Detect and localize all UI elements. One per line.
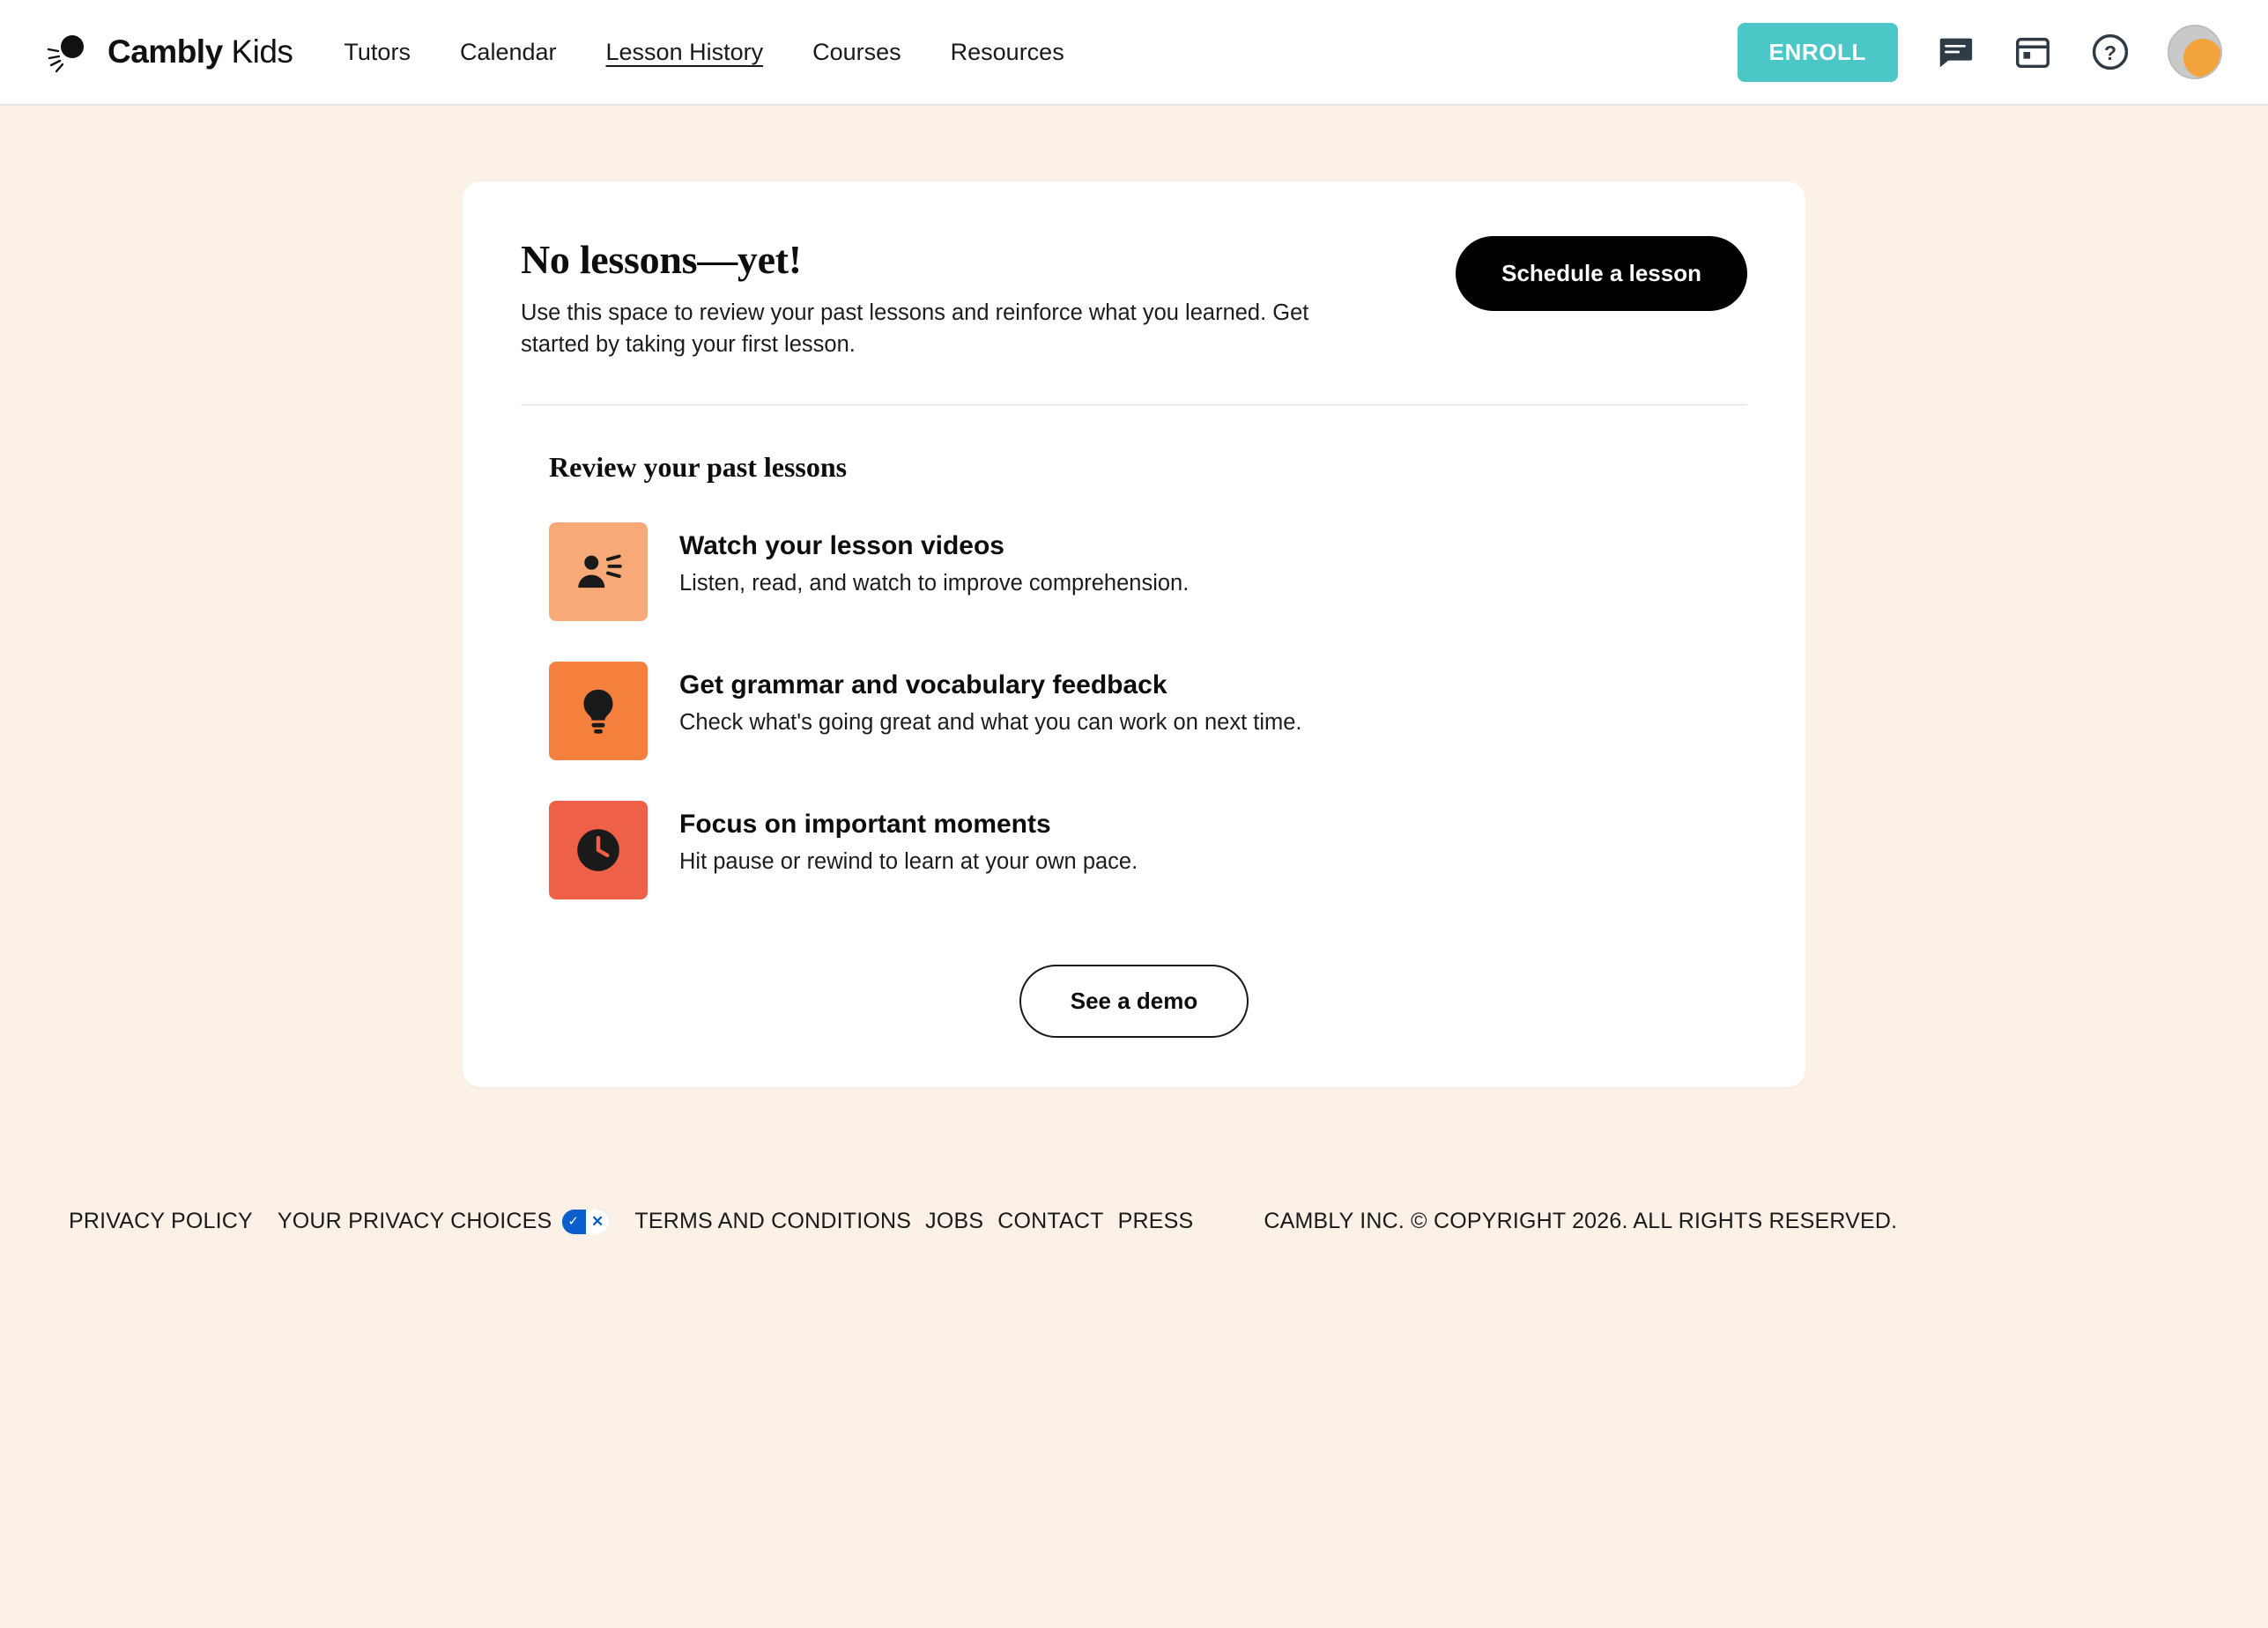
chat-icon[interactable] (1935, 32, 1975, 72)
feature-heading: Get grammar and vocabulary feedback (679, 670, 1167, 700)
avatar[interactable] (2168, 25, 2222, 79)
feature-heading: Focus on important moments (679, 810, 1051, 840)
schedule-a-lesson-button[interactable]: Schedule a lesson (1456, 236, 1747, 311)
cambly-sun-logo-icon (46, 27, 95, 77)
list-item (549, 801, 1747, 899)
demo-button-row (521, 965, 1747, 1038)
divider (521, 404, 1747, 405)
list-item-text (679, 662, 1302, 736)
nav-item-resources[interactable]: Resources (950, 38, 1064, 65)
top-navigation-bar (0, 0, 2268, 106)
feature-description: Listen, read, and watch to improve comprehension. (679, 571, 1190, 596)
see-a-demo-button[interactable]: See a demo (1019, 965, 1249, 1038)
footer (0, 1209, 2268, 1234)
brand-logo[interactable] (46, 27, 293, 77)
lightbulb-icon (549, 662, 648, 760)
footer-link-privacy-policy[interactable]: PRIVACY POLICY (69, 1209, 253, 1234)
list-item-text (679, 801, 1138, 875)
list-item (549, 522, 1747, 621)
footer-link-terms-and-conditions[interactable]: TERMS AND CONDITIONS (634, 1209, 912, 1234)
footer-link-jobs[interactable]: JOBS (925, 1209, 984, 1234)
help-icon[interactable] (2090, 32, 2131, 72)
main-content (0, 106, 2268, 1087)
feature-description: Check what's going great and what you can work on next time. (679, 710, 1302, 736)
nav-item-calendar[interactable]: Calendar (459, 38, 557, 65)
check-icon: ✓ (567, 1213, 580, 1229)
review-section-title: Review your past lessons (549, 451, 848, 484)
close-icon: ✕ (590, 1212, 604, 1230)
list-item-text (679, 522, 1189, 596)
main-nav (342, 33, 1065, 71)
page-subtitle: Use this space to review your past lessons and reinforce what you learned. Get started by taking your first lesson. (521, 300, 1309, 358)
feature-heading: Watch your lesson videos (679, 531, 1004, 561)
page-title: No lessons—yet! (521, 237, 802, 282)
footer-link-press[interactable]: PRESS (1117, 1209, 1194, 1234)
calendar-icon[interactable] (2012, 32, 2053, 72)
brand-name-bold: Cambly (107, 33, 223, 70)
footer-link-contact[interactable]: CONTACT (997, 1209, 1104, 1234)
list-item (549, 662, 1747, 760)
feature-description: Hit pause or rewind to learn at your own pace. (679, 849, 1138, 875)
enroll-button[interactable]: ENROLL (1738, 23, 1898, 82)
footer-link-your-privacy-choices[interactable]: YOUR PRIVACY CHOICES (277, 1209, 552, 1234)
footer-links (69, 1209, 1193, 1234)
clock-icon (549, 801, 648, 899)
copyright-text: CAMBLY INC. © COPYRIGHT 2026. ALL RIGHTS RESERVED. (1264, 1209, 1898, 1234)
video-person-icon (549, 522, 648, 621)
nav-item-courses[interactable]: Courses (812, 38, 901, 65)
feature-list (549, 522, 1747, 899)
header-actions (1738, 23, 2222, 82)
nav-item-tutors[interactable]: Tutors (344, 38, 411, 65)
brand-name (107, 33, 293, 70)
card-header (521, 236, 1747, 360)
svg-text:?: ? (2103, 41, 2117, 64)
nav-item-lesson-history[interactable]: Lesson History (605, 38, 764, 65)
privacy-choices-toggle-icon[interactable] (562, 1210, 610, 1234)
brand-name-light: Kids (231, 33, 293, 70)
lesson-history-empty-card (463, 181, 1805, 1087)
card-header-text (521, 236, 1371, 360)
